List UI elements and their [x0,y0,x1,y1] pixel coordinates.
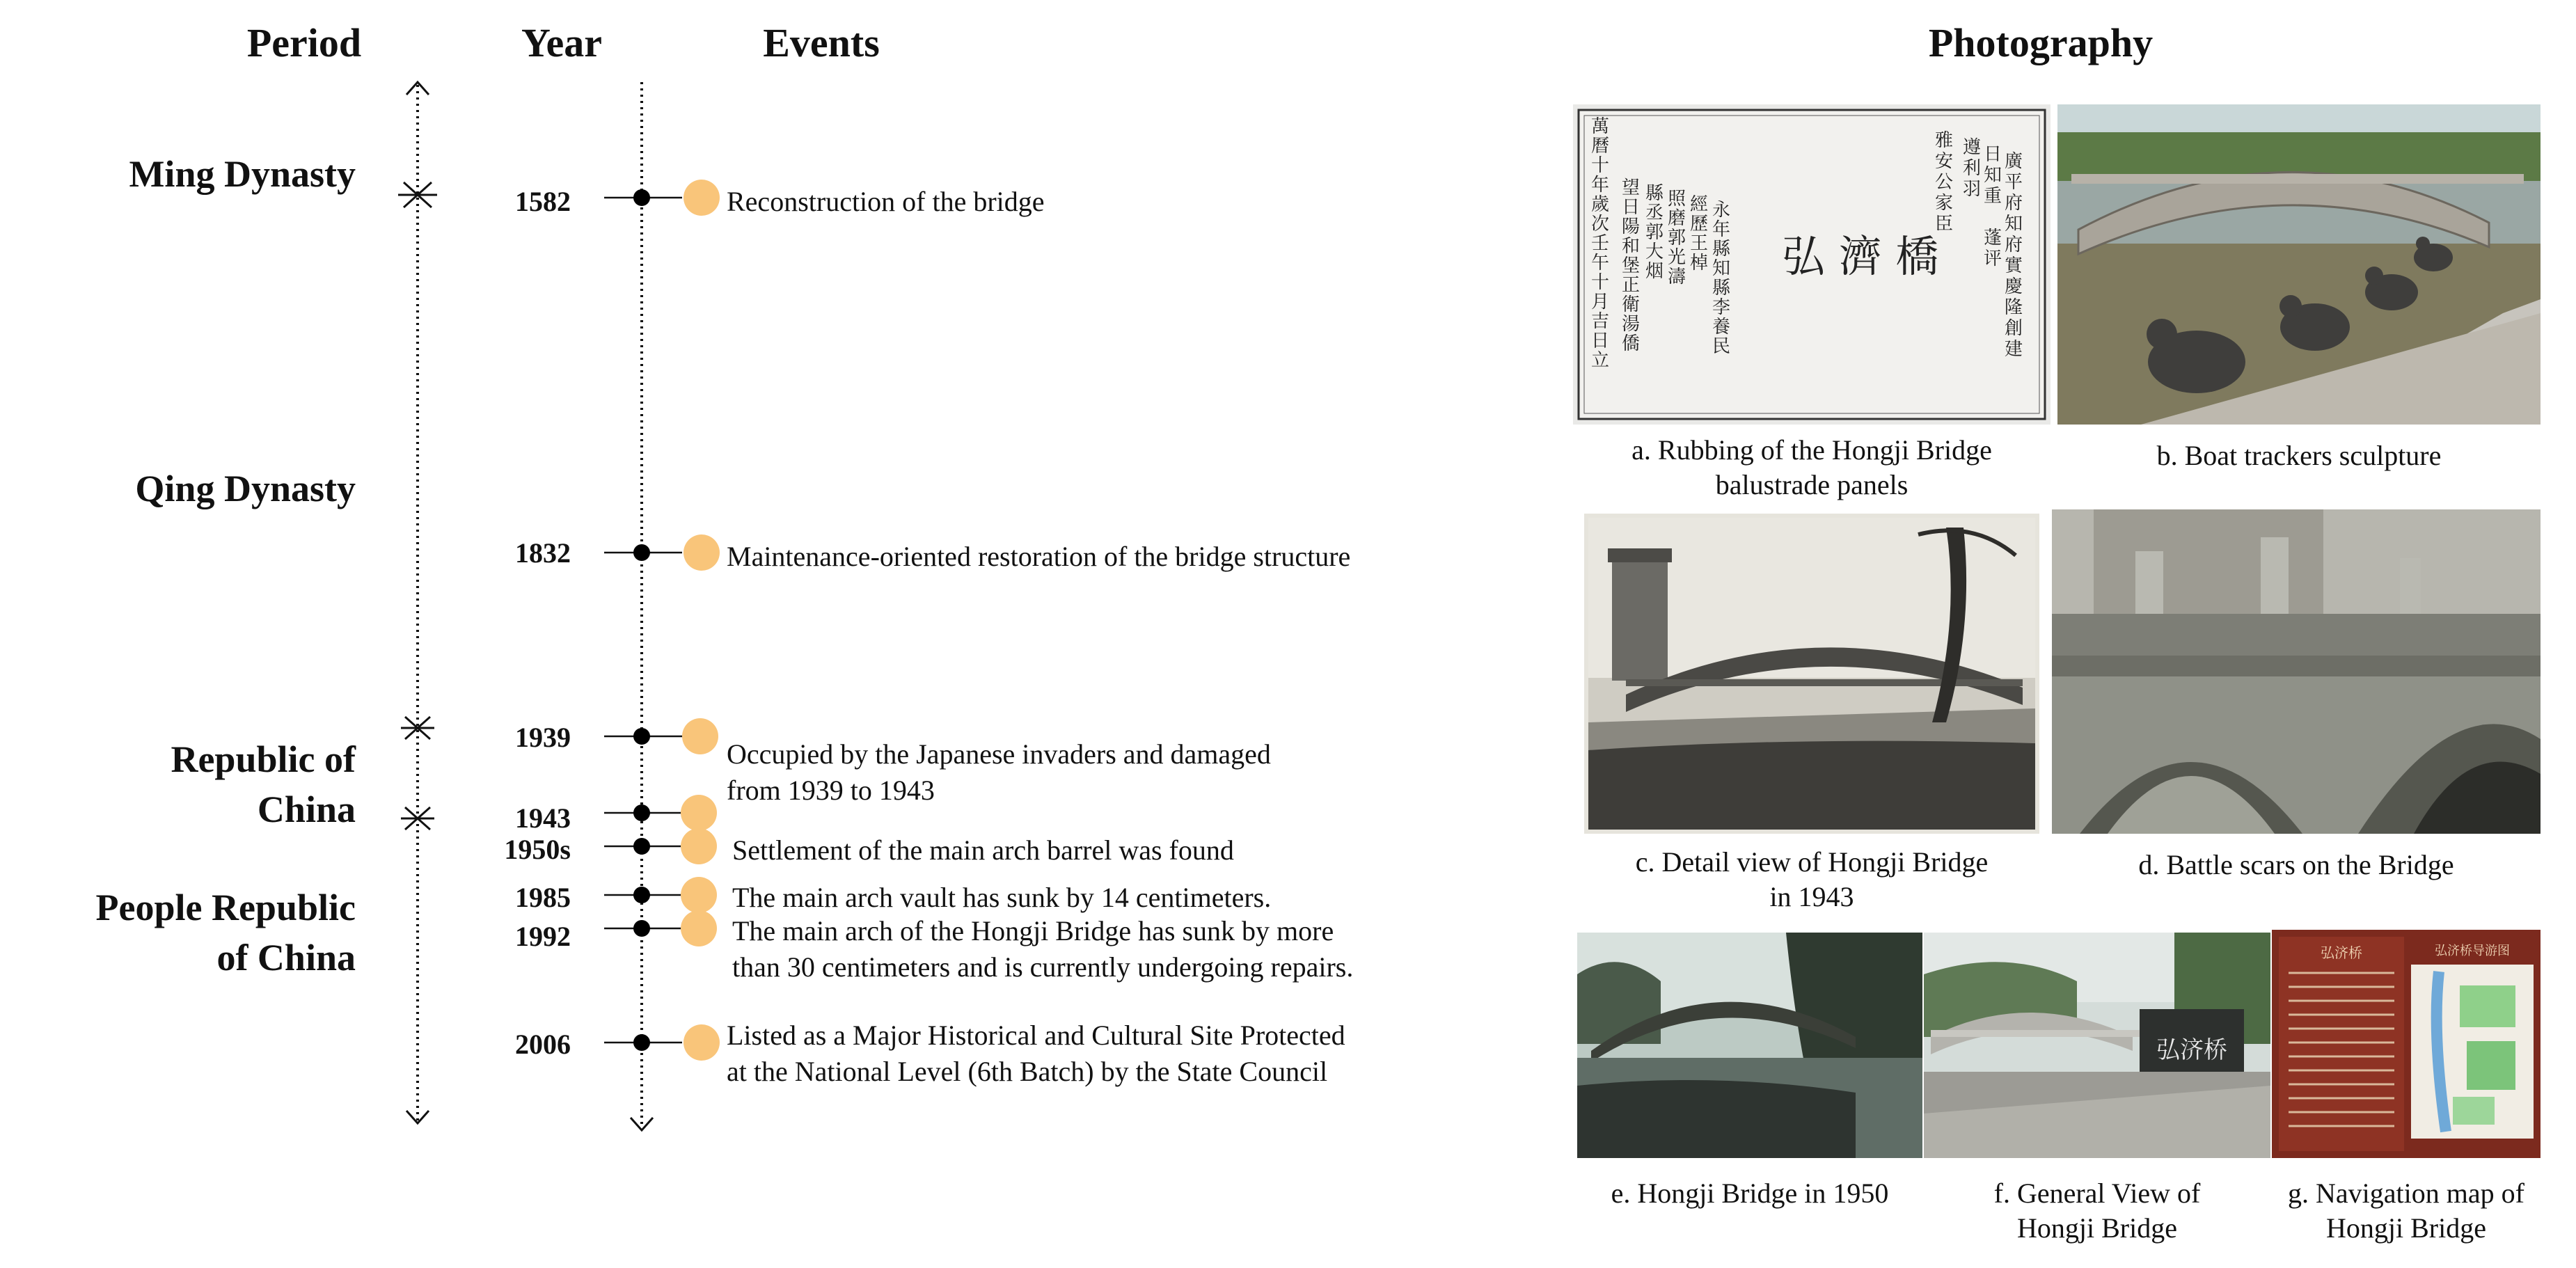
sign-title: 弘济桥 [2321,944,2362,961]
event-text [732,832,1234,869]
photo-rubbing [1573,104,2050,425]
year-label: 1943 [515,802,571,834]
year-axis-arrow-down [631,1118,653,1130]
period-boundary-marker [401,807,434,830]
caption-line: g. Navigation map of [2288,1178,2524,1209]
caption-line: Hongji Bridge [2017,1212,2177,1244]
rubbing-image [1573,104,2050,425]
caption-line: c. Detail view of Hongji Bridge [1635,846,1989,878]
rubbing-column-text: 縣丞郭大烟 [1645,183,1664,282]
map-title: 弘济桥导游图 [2435,944,2510,958]
photo-1950 [1577,933,1922,1158]
rubbing-column-text: 照磨郭光濤 [1668,189,1686,287]
rubbing-column-text: 萬曆十年歲次壬午十月吉日立 [1591,116,1610,371]
caption-c [1580,845,2044,914]
year-marker-dot [633,1034,650,1051]
event-line: Maintenance-oriented restoration of the bridge structure [727,541,1351,572]
period-label: China [257,788,356,830]
caption-b [2057,438,2541,473]
caption-e [1563,1176,1936,1211]
caption-line: d. Battle scars on the Bridge [2138,849,2454,880]
year-marker-dot [633,728,650,745]
header-year: Year [521,20,602,65]
period-label: of China [216,937,356,978]
battle-scars-image [2052,509,2541,834]
year-marker-dot [633,544,650,561]
rubbing-column-text: 遵利羽 [1963,137,1982,200]
event-dot [683,534,720,571]
event-line: Settlement of the main arch barrel was found [732,834,1234,866]
year-marker-dot [633,805,650,821]
event-text [727,184,1045,220]
caption-line: f. General View of [1993,1178,2201,1209]
year-marker-dot [633,887,650,903]
event-line: The main arch of the Hongji Bridge has sunk by more [732,915,1334,946]
event-dot [681,877,717,913]
year-label: 1939 [515,722,571,753]
caption-line: b. Boat trackers sculpture [2156,440,2442,471]
event-line: Reconstruction of the bridge [727,186,1045,217]
event-line: The main arch vault has sunk by 14 centimeters. [732,882,1272,913]
caption-line: balustrade panels [1715,469,1909,500]
caption-line: in 1943 [1769,881,1854,912]
bridge-1943-image [1584,514,2039,834]
general-view-image [1924,933,2270,1158]
photo-1943-view [1584,514,2039,834]
period-label: People Republic [95,887,356,928]
header-events: Events [763,20,880,65]
event-dot [681,795,717,831]
event-dot [681,910,717,946]
event-text [727,1017,1345,1090]
year-marker-dot [633,920,650,937]
caption-line: e. Hongji Bridge in 1950 [1611,1178,1889,1209]
event-dot [681,828,717,864]
event-line: than 30 centimeters and is currently undergoing repairs. [732,951,1354,983]
photo-navigation-map [2272,930,2541,1158]
event-dot [683,1024,720,1061]
period-boundary-marker [401,717,434,739]
year-label: 1992 [515,921,571,952]
photo-battle-scars [2052,509,2541,834]
year-label: 1582 [515,186,571,217]
event-dot [683,180,720,216]
navigation-map-image [2272,930,2541,1158]
caption-line: Hongji Bridge [2326,1212,2486,1244]
photo-general-view [1924,933,2270,1158]
year-label: 1950s [504,834,571,865]
year-label: 1985 [515,882,571,913]
rubbing-column-text: 日知重 蓬评 [1984,144,2002,269]
caption-d [2052,848,2541,882]
period-label: Qing Dynasty [135,468,356,509]
stele-text: 弘济桥 [2156,1036,2227,1064]
rubbing-column-text: 廣平府知府實慶隆創建 [2005,151,2023,360]
photo-boat-trackers [2057,104,2541,425]
rubbing-column-text: 雅安公家臣 [1935,130,1954,235]
caption-g [2262,1176,2550,1246]
event-text [732,913,1353,985]
event-line: Listed as a Major Historical and Cultural Site Protected [727,1020,1345,1051]
year-label: 1832 [515,537,571,569]
rubbing-column-text: 經歷王棹 [1690,194,1709,274]
event-text [727,539,1350,575]
rubbing-column-text: 永年縣知縣李養民 [1712,200,1731,357]
caption-a [1573,433,2050,502]
caption-line: a. Rubbing of the Hongji Bridge [1631,434,1992,466]
header-photography: Photography [1928,20,2154,65]
year-marker-dot [633,189,650,206]
event-line: from 1939 to 1943 [727,775,935,806]
period-label: Republic of [171,738,356,780]
rubbing-center-text: 弘 濟 橋 [1782,231,1939,282]
event-text [727,736,1271,809]
bridge-1950-image [1577,933,1922,1158]
period-label: Ming Dynasty [129,153,356,195]
event-line: Occupied by the Japanese invaders and damaged [727,738,1271,770]
year-label: 2006 [515,1029,571,1060]
event-text [732,880,1271,916]
year-marker-dot [633,838,650,855]
event-line: at the National Level (6th Batch) by the State Council [727,1056,1328,1087]
boat-trackers-image [2057,104,2541,425]
caption-f [1924,1176,2270,1246]
rubbing-column-text: 望日陽和堡正衛湯僑 [1622,177,1641,354]
header-period: Period [246,20,362,65]
event-dot [682,718,718,754]
